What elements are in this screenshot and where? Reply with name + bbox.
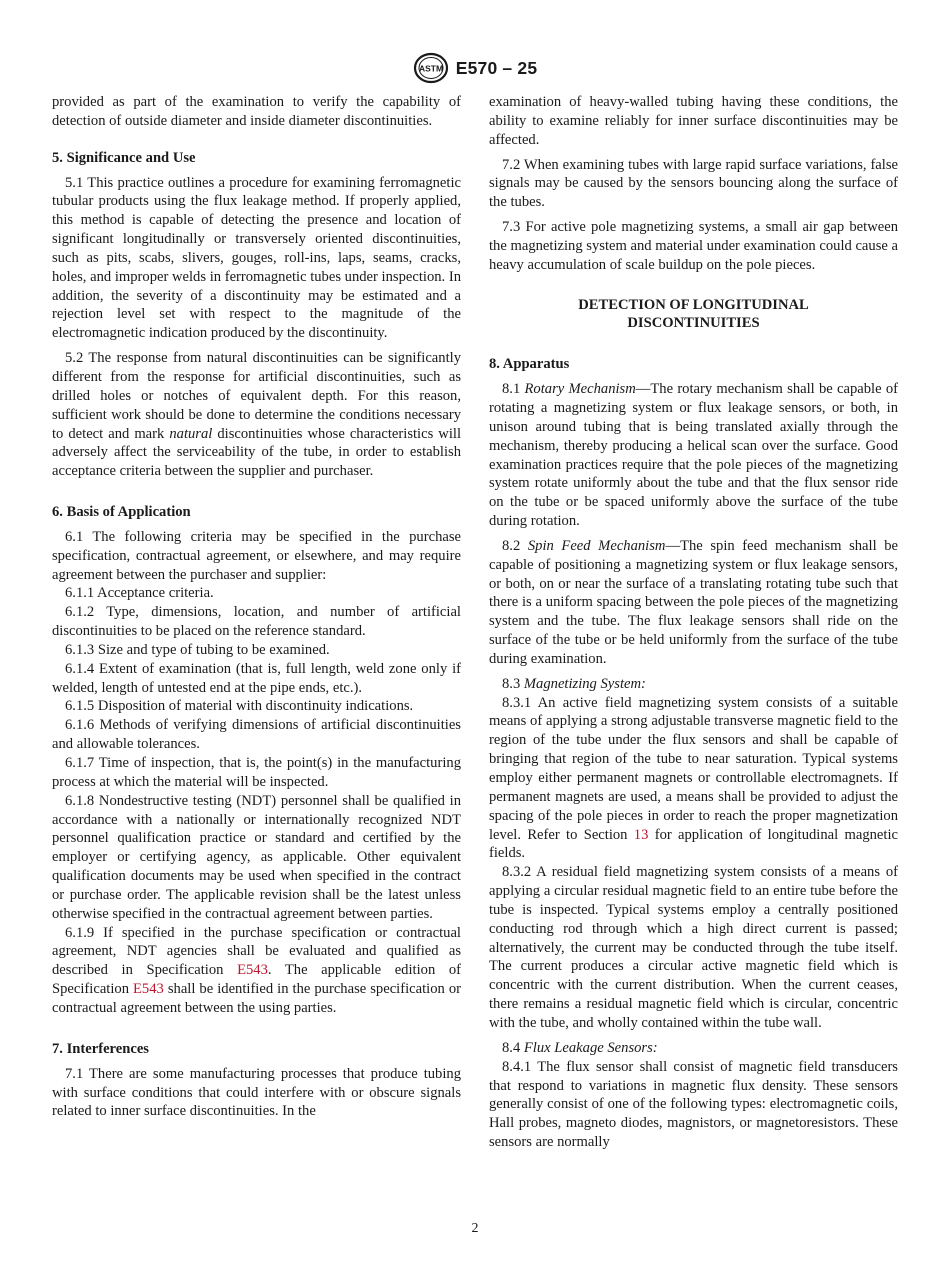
link-e543[interactable]: E543	[133, 981, 164, 998]
paragraph-7-1: 7.1 There are some manufacturing processes that produce tubing with surface conditions that could interfere with or obscure signals related to inner surface discontinuities. In the	[52, 1065, 461, 1120]
paragraph-7-2: 7.2 When examining tubes with large rapid surface variations, false signals may be caused by the sensors bouncing along the surface of the tubes.	[489, 156, 898, 211]
right-column	[489, 93, 898, 1152]
standard-designation: E570 – 25	[455, 57, 538, 78]
section-7-heading: 7. Interferences	[52, 1040, 149, 1057]
continued-paragraph: examination of heavy-walled tubing having these conditions, the ability to examine reliably for inner surface discontinuities may be affected.	[489, 94, 898, 148]
paragraph-6-1-8: 6.1.8 Nondestructive testing (NDT) personnel shall be qualified in accordance with a nationally or internationally recognized NDT personnel qualification practice or standard and certified by the employer or certifying agency, as applicable. Other equivalent qualification documents may be used when specified in the contract or purchase order. The applicable revision shall be the latest unless otherwise specified in the contractual agreement between parties.	[52, 792, 461, 922]
left-column	[52, 93, 461, 1121]
paragraph-6-1-3: 6.1.3 Size and type of tubing to be examined.	[65, 641, 330, 658]
paragraph-5-1: 5.1 This practice outlines a procedure for examining ferromagnetic tubular products using the flux leakage method. If properly applied, this method is capable of detecting the presence and location of significant longitudinally or transversely oriented discontinuities, such as pits, scabs, slivers, gouges, roll-ins, laps, seams, cracks, holes, and improper welds in ferromagnetic tubes under inspection. In addition, the severity of a discontinuity may be estimated and a rejection level set with respect to the magnitude of the electromagnetic indication produced by the discontinuity.	[52, 174, 461, 342]
astm-logo-icon	[413, 52, 449, 84]
paragraph-8-4-1: 8.4.1 The flux sensor shall consist of magnetic field transducers that respond to variations in magnetic flux density. These sensors generally consist of one of the following types: electromagnetic coils, Hall probes, magneto diodes, magnistors, or magnetoresistors. These sensors are normally	[489, 1058, 898, 1151]
continued-paragraph: provided as part of the examination to verify the capability of detection of outside diameter and inside diameter discontinuities.	[52, 94, 461, 129]
paragraph-6-1-1: 6.1.1 Acceptance criteria.	[65, 585, 214, 602]
paragraph-6-1-9: 6.1.9 If specified in the purchase specification or contractual agreement, NDT agencies shall be evaluated and qualified as described in Specification E543. The applicable edition of Specification E543 shall be identified in the purchase specification or contractual agreement between the using parties.	[52, 924, 461, 1016]
paragraph-8-2: 8.2 Spin Feed Mechanism—The spin feed mechanism shall be capable of positioning a magnetizing system or flux leakage sensors, or both, on or near the surface of a translating rotating tube such that there is a uniform spacing between the pole pieces of the magnetizing system and the tube. The flux leakage sensors shall ride on the surface of the tube or be held uniformly from the surface of the tube during examination.	[489, 537, 899, 667]
paragraph-6-1-4: 6.1.4 Extent of examination (that is, full length, weld zone only if welded, length of untested end at the pipe ends, etc.).	[52, 660, 461, 696]
paragraph-8-1: 8.1 Rotary Mechanism—The rotary mechanism shall be capable of rotating a magnetizing system or flux leakage sensors, or both, in unison around tubing that is being translated axially through the mechanism, thereby producing a helical scan over the surface. Good examination practices require that the pole pieces of the magnetizing system rotate uniformly about the tube and that the flux sensor ride on the tube or be spaced uniformly above the surface of the tube during rotation.	[489, 381, 898, 530]
paragraph-6-1-5: 6.1.5 Disposition of material with discontinuity indications.	[65, 698, 414, 715]
section-8-heading: 8. Apparatus	[489, 356, 570, 373]
page-header	[0, 52, 950, 84]
link-e543[interactable]: E543	[237, 962, 268, 979]
paragraph-6-1-6: 6.1.6 Methods of verifying dimensions of artificial discontinuities and allowable tolerances.	[52, 717, 461, 753]
paragraph-5-2: 5.2 The response from natural discontinuities can be significantly different from the response for artificial discontinuities, such as drilled holes or notches of equivalent depth. For this reason, sufficient work should be done to determine the conditions necessary to detect and mark natural discontinuities whose characteristics will adversely affect the serviceability of the tube, in order to establish acceptance criteria between the supplier and purchaser.	[52, 350, 461, 480]
section-6-heading: 6. Basis of Application	[52, 504, 191, 521]
paragraph-8-3: 8.3 Magnetizing System:	[502, 675, 646, 692]
section-group-heading: DETECTION OF LONGITUDINAL DISCONTINUITIES	[578, 296, 809, 332]
link-section-13[interactable]: 13	[633, 826, 649, 843]
paragraph-7-3: 7.3 For active pole magnetizing systems, a small air gap between the magnetizing system and material under examination could cause a heavy accumulation of scale buildup on the pole pieces.	[489, 219, 898, 273]
svg-text:ASTM: ASTM	[418, 63, 443, 74]
paragraph-6-1-2: 6.1.2 Type, dimensions, location, and number of artificial discontinuities to be placed on the reference standard.	[52, 604, 461, 640]
paragraph-8-4: 8.4 Flux Leakage Sensors:	[502, 1039, 658, 1056]
paragraph-8-3-2: 8.3.2 A residual field magnetizing system consists of a means of applying a circular residual magnetic field to an entire tube before the tube is inspected. Typical systems employ a centrally positioned conducting rod through which a high direct current is passed; alternatively, the current may be conducted through the tube itself. The current produces a circular active magnetic field which is concentric with the current distribution. When the current ceases, there remains a residual magnetic field which is circular, concentric with the tube, and wholly contained within the tube wall.	[489, 864, 898, 1031]
paragraph-6-1-7: 6.1.7 Time of inspection, that is, the point(s) in the manufacturing process at which the material will be inspected.	[52, 755, 461, 790]
paragraph-8-3-1: 8.3.1 An active field magnetizing system consists of a suitable means of applying a strong adjustable transverse magnetic field to the region of the tube under the flux sensors and shall be capable of bringing that region of the tube to near saturation. Typical systems employ either permanent magnets or controllable electromagnets. If permanent magnets are used, a means shall be provided to adjust the spacing of the pole pieces in order to reach the proper magnetization level. Refer to Section 13 for application of longitudinal magnetic fields.	[489, 694, 898, 862]
page-number: 2	[471, 1221, 479, 1236]
section-5-heading: 5. Significance and Use	[52, 149, 196, 166]
paragraph-6-1: 6.1 The following criteria may be specified in the purchase specification, contractual agreement, or elsewhere, and may require agreement between the purchaser and supplier:	[52, 528, 461, 583]
